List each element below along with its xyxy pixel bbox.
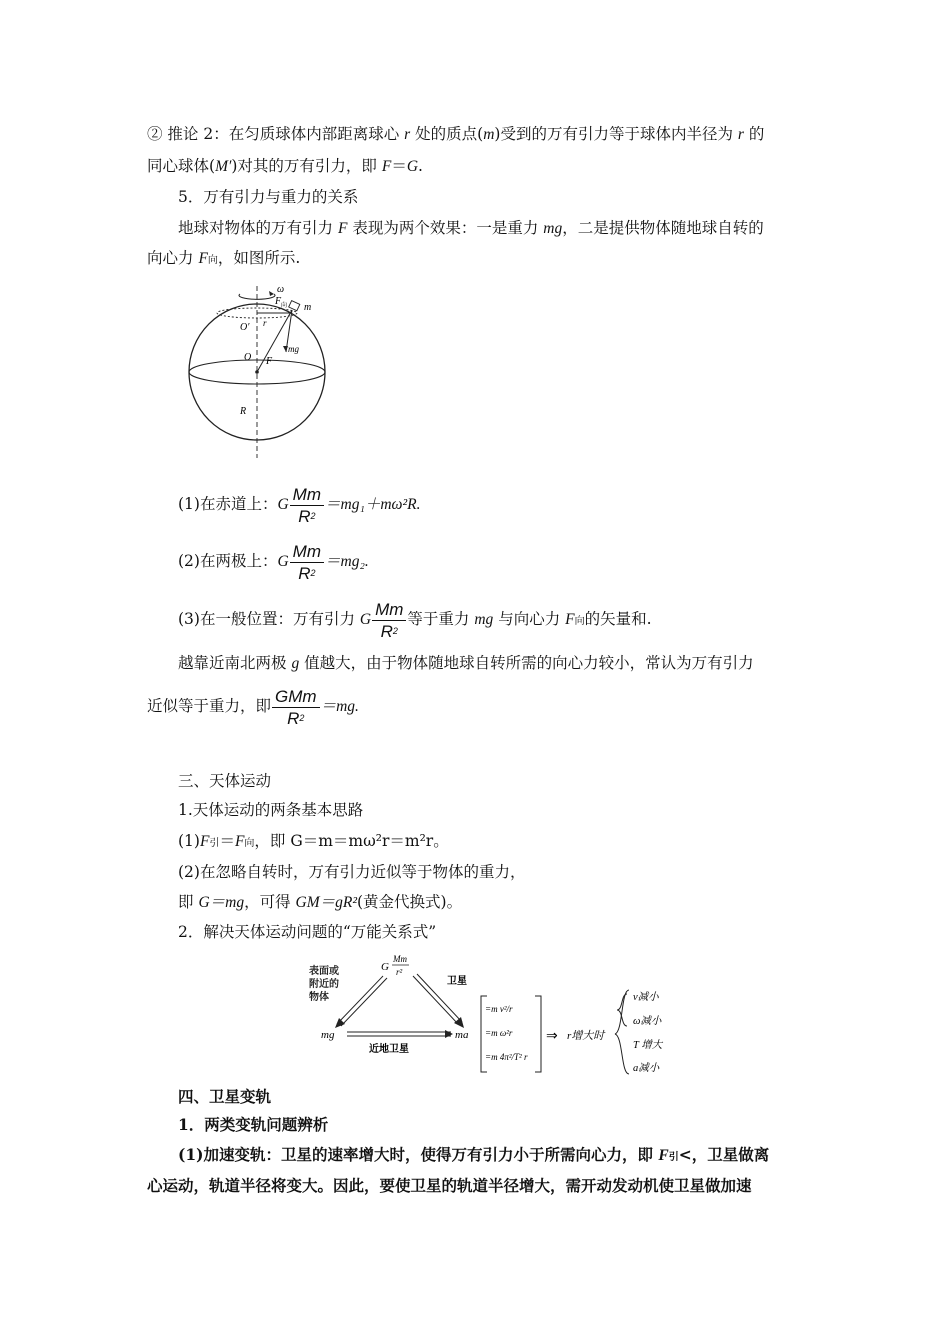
implies-arrow: ⇒ (546, 1029, 558, 1044)
r-small-label: r (263, 318, 267, 328)
equation-poles: (2)在两极上：G $\frac{Mm}{R^2}$ ＝mg₂. (178, 541, 369, 583)
top-g: G (381, 961, 389, 973)
eq-omega: =m ω²r (485, 1028, 513, 1038)
result-t: T 增大 (633, 1040, 663, 1051)
mg-label: mg (288, 344, 299, 354)
equation-equator: (1)在赤道上：G $\frac{Mm}{R^2}$ ＝mg₁＋mω²R. (178, 484, 421, 526)
condition-label: r增大时 (567, 1030, 605, 1042)
left-note-3: 物体 (309, 992, 329, 1003)
result-v: v减小 (633, 992, 659, 1003)
universal-relation-diagram (305, 950, 685, 1078)
paragraph-accelerate: (1)加速变轨：卫星的速率增大时，使得万有引力小于所需向心力，即 F引<，卫星做离 (178, 1145, 770, 1164)
paragraph-poles: 越靠近南北两极 g 值越大，由于物体随地球自转所需的向心力较小，常认为万有引力 (178, 654, 754, 672)
section-orbit-change: 四、卫星变轨 (178, 1087, 272, 1106)
f-centripetal-sub: 向 (281, 303, 288, 309)
f-label: F (266, 356, 273, 367)
paragraph-two-effects-cont: 向心力 F向，如图所示. (147, 249, 301, 267)
f-centripetal-label: F (275, 296, 282, 307)
o-prime-label: O′ (240, 322, 250, 333)
eq-period: =m 4π²/T² r (485, 1052, 528, 1062)
heading-two-ideas: 1.天体运动的两条基本思路 (178, 801, 364, 819)
mass-label: m (304, 302, 312, 313)
bottom-note: 近地卫星 (369, 1044, 409, 1055)
radius-label: R (240, 406, 247, 417)
right-note: 卫星 (447, 976, 467, 987)
eq-velocity: =m v²/r (485, 1004, 513, 1014)
omega-label: ω (277, 284, 285, 295)
result-omega: ω减小 (633, 1016, 662, 1027)
paragraph-approx: 近似等于重力，即 $\frac{\text{GMm}}{R^2}$ ＝mg. (147, 686, 359, 728)
ma-node: ma (455, 1029, 469, 1041)
heading-two-types: 1．两类变轨问题辨析 (178, 1115, 329, 1134)
left-note-2: 附近的 (309, 979, 339, 990)
idea-2: (2)在忽略自转时，万有引力近似等于物体的重力， (178, 863, 526, 881)
paragraph-corollary-2: ② 推论 2：在匀质球体内部距离球心 r 处的质点(m)受到的万有引力等于球体内半径为 r 的 (147, 125, 765, 143)
top-num: Mm (393, 954, 407, 964)
idea-2-cont: 即 G＝mg，可得 GM＝gR²(黄金代换式)。 (178, 893, 463, 911)
heading-universal-relation: 2．解决天体运动问题的“万能关系式” (178, 923, 437, 941)
left-note-1: 表面或 (309, 966, 339, 977)
top-den: r² (396, 967, 403, 977)
paragraph-two-effects: 地球对物体的万有引力 F 表现为两个效果：一是重力 mg，二是提供物体随地球自转的 (178, 219, 764, 237)
section-celestial-motion: 三、天体运动 (178, 772, 272, 790)
equation-general: (3)在一般位置：万有引力 G $\frac{Mm}{R^2}$ 等于重力 mg 与向心力 F向的矢量和. (178, 599, 652, 641)
mg-node: mg (321, 1029, 335, 1041)
earth-rotation-figure (180, 280, 340, 462)
heading-gravity-weight: 5．万有引力与重力的关系 (178, 188, 359, 206)
idea-1: (1)F引＝F向，即 G＝m＝mω²r＝m²r。 (178, 832, 449, 850)
paragraph-accelerate-cont: 心运动，轨道半径将变大。因此，要使卫星的轨道半径增大，需开动发动机使卫星做加速 (147, 1176, 752, 1195)
paragraph-corollary-2-cont: 同心球体(M′)对其的万有引力，即 F＝G. (147, 157, 423, 175)
result-a: a减小 (633, 1063, 660, 1074)
center-o-label: O (244, 352, 252, 363)
